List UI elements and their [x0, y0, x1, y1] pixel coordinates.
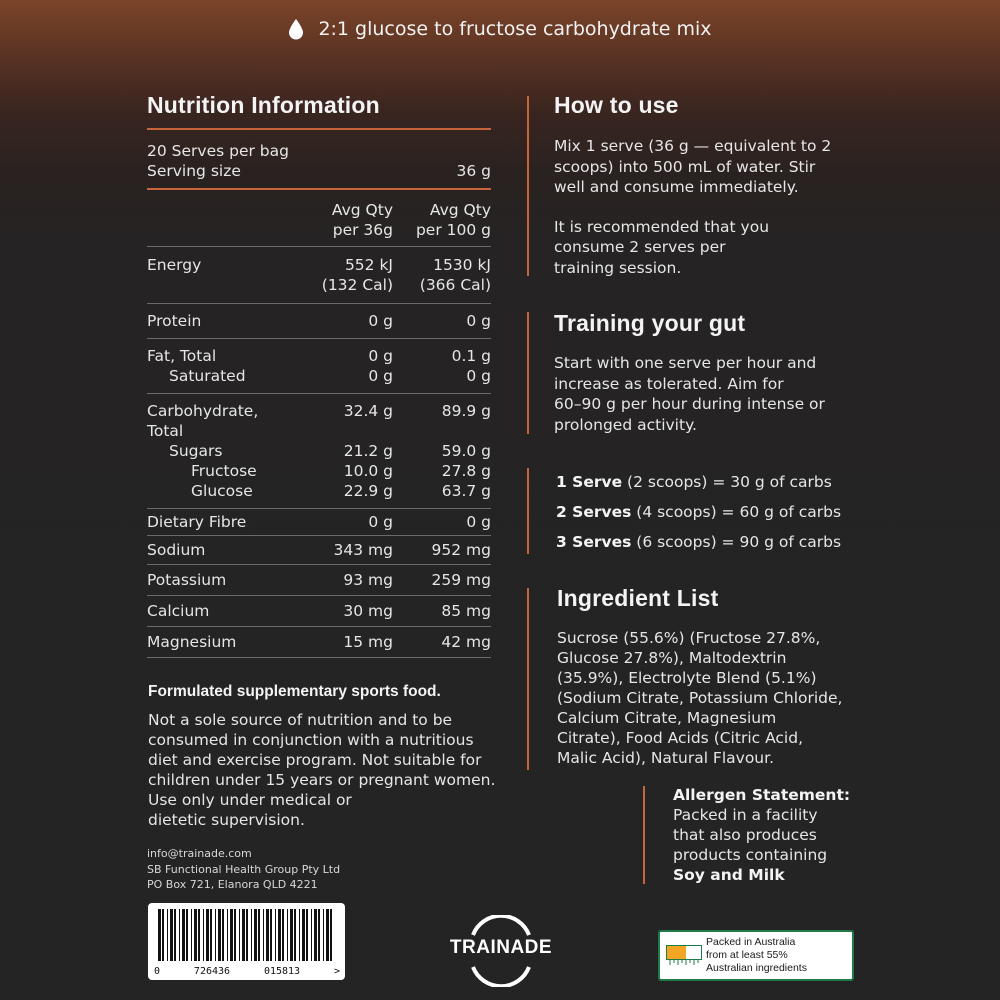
top-tagline — [0, 14, 1000, 44]
nutrient-value-per-100g: 42 mg — [441, 633, 491, 651]
barcode-bar — [318, 909, 320, 961]
nutrient-label: Sugars — [169, 442, 223, 460]
nutrient-label — [147, 275, 293, 295]
barcode-bar — [282, 909, 284, 961]
packed-in-australia-badge — [658, 930, 854, 981]
logo-text: TRAINADE — [449, 937, 553, 958]
packed-in-australia-text: Packed in Australia from at least 55% Australian ingredients — [706, 936, 807, 974]
nutrient-label: Glucose — [191, 482, 253, 500]
nutrient-label: Sodium — [147, 541, 206, 559]
barcode-bar — [275, 909, 276, 961]
nutrient-value-per-serve: 0 g — [368, 347, 393, 365]
formulated-section — [148, 683, 528, 830]
barcode-bar — [191, 909, 192, 961]
nutrient-label: Carbohydrate, Total — [147, 402, 259, 440]
barcode-bar — [302, 909, 305, 961]
barcode-bar — [222, 909, 224, 961]
nutrient-value-per-100g: 1530 kJ — [433, 256, 491, 274]
nutrient-value-per-100g: 59.0 g — [441, 442, 491, 460]
col-header-per-serve: Avg Qty per 36g — [331, 201, 393, 239]
barcode-bar — [230, 909, 233, 961]
col-header-per-100g: Avg Qty per 100 g — [415, 201, 491, 239]
barcode-bar — [210, 909, 212, 961]
ingredients-body: Sucrose (55.6%) (Fructose 27.8%, Glucose 27.8%), Maltodextrin (35.9%), Electrolyte Blend (5.1%) (Sodium Citrate, Potassium Chloride, Calcium Citrate, Magnesium Citrate), Food Acids (Citric Acid, Malic Acid), Natural Flavour. — [557, 629, 843, 767]
water-drop-icon — [288, 18, 304, 40]
nutrient-value-per-serve: 93 mg — [343, 571, 393, 589]
company-address — [147, 846, 340, 893]
nutrient-value-per-100g: 0 g — [466, 312, 491, 330]
company-name: SB Functional Health Group Pty Ltd — [147, 862, 341, 876]
nutrient-value-per-100g: 63.7 g — [441, 482, 491, 500]
nutrition-row — [147, 512, 491, 532]
nutrient-value-per-100g: 259 mg — [431, 571, 491, 589]
australian-ingredients-bar-icon — [666, 945, 702, 967]
barcode-bar — [314, 909, 317, 961]
nutrient-value-per-100g: (366 Cal) — [419, 276, 491, 294]
barcode-bar — [174, 909, 176, 961]
barcode-bar — [270, 909, 272, 961]
nutrient-value-per-serve: 15 mg — [343, 633, 393, 651]
barcode-bar — [299, 909, 300, 961]
nutrient-value-per-serve: 10.0 g — [343, 462, 393, 480]
training-body: Start with one serve per hour and increase as tolerated. Aim for 60–90 g per hour during intense or prolonged activity. — [554, 354, 825, 434]
barcode-bar — [158, 909, 161, 961]
nutrition-row — [147, 461, 491, 481]
barcode-bar — [206, 909, 209, 961]
nutrition-group — [147, 304, 491, 338]
serve-item-3: 3 Serves (6 scoops) = 90 g of carbs — [556, 533, 842, 551]
allergen-section: Allergen Statement: Packed in a facility that also produces products containing Soy and Milk — [673, 785, 873, 885]
nutrient-label: Fructose — [191, 462, 257, 480]
divider-how-to-use — [527, 96, 529, 276]
nutrition-group — [147, 627, 491, 657]
serves-per-bag: 20 Serves per bag — [147, 142, 289, 160]
barcode-bar — [167, 909, 168, 961]
nutrition-row — [147, 481, 491, 501]
nutrition-group — [147, 536, 491, 564]
nutrition-row — [147, 275, 491, 295]
how-to-use-para1: Mix 1 serve (36 g — equivalent to 2 scoops) into 500 mL of water. Stir well and consume immediately. — [554, 137, 832, 196]
nutrient-label: Fat, Total — [147, 347, 217, 365]
nutrient-value-per-100g: 89.9 g — [441, 402, 491, 420]
how-to-use-para2: It is recommended that you consume 2 serves per training session. — [554, 217, 770, 277]
nutrition-row — [147, 601, 491, 621]
trainade-logo — [430, 915, 572, 987]
barcode-bar — [330, 909, 332, 961]
nutrient-label: Energy — [147, 256, 202, 274]
barcode-digits: 0 726436 015813 > — [154, 966, 340, 977]
nutrient-value-per-100g: 0 g — [466, 513, 491, 531]
nutrient-value-per-serve: (132 Cal) — [321, 276, 393, 294]
contact-email: info@trainade.com — [147, 847, 252, 860]
barcode-bar — [278, 909, 281, 961]
barcode-bar — [218, 909, 221, 961]
nutrient-value-per-serve: 22.9 g — [343, 482, 393, 500]
divider-training — [527, 312, 529, 434]
barcode-bar — [227, 909, 228, 961]
divider-ingredients — [527, 588, 529, 770]
nutrient-label: Protein — [147, 312, 202, 330]
nutrition-row — [147, 632, 491, 652]
nutrition-row — [147, 441, 491, 461]
nutrient-value-per-serve: 30 mg — [343, 602, 393, 620]
nutrition-row — [147, 311, 491, 331]
formulated-body: Not a sole source of nutrition and to be consumed in conjunction with a nutritious diet and exercise program. Not suitable for children under 15 years or pregnant women. Use only under medical or dietetic supervision. — [148, 711, 496, 829]
barcode-bar — [266, 909, 269, 961]
nutrition-title-rule — [147, 128, 491, 130]
nutrition-table — [147, 246, 491, 658]
barcode-bar — [198, 909, 200, 961]
nutrient-label: Calcium — [147, 602, 210, 620]
allergen-soy-milk: Soy and Milk — [673, 866, 785, 884]
training-title: Training your gut — [554, 310, 746, 336]
divider-serves — [527, 468, 529, 554]
nutrition-row — [147, 255, 491, 275]
nutrient-label: Saturated — [169, 367, 246, 385]
nutrient-value-per-100g: 0.1 g — [451, 347, 491, 365]
nutrition-title: Nutrition Information — [147, 92, 380, 118]
serving-size-value: 36 g — [456, 162, 491, 180]
column-headers — [147, 200, 491, 240]
nutrient-value-per-100g: 952 mg — [431, 541, 491, 559]
nutrition-row — [147, 570, 491, 590]
barcode-bar — [258, 909, 260, 961]
serving-size-row — [147, 161, 491, 181]
barcode-bar — [234, 909, 236, 961]
nutrition-group — [147, 565, 491, 595]
nutrient-value-per-serve: 343 mg — [333, 541, 393, 559]
barcode-bar — [170, 909, 173, 961]
nutrient-value-per-serve: 0 g — [368, 367, 393, 385]
nutrient-value-per-serve: 0 g — [368, 312, 393, 330]
nutrition-row — [147, 366, 491, 386]
barcode-bar — [254, 909, 257, 961]
nutrient-label: Magnesium — [147, 633, 237, 651]
nutrition-group — [147, 596, 491, 626]
barcode-bar — [326, 909, 329, 961]
serves-list — [556, 472, 886, 562]
ingredients-section — [557, 585, 887, 768]
nutrition-group — [147, 394, 491, 508]
barcode-bar — [182, 909, 185, 961]
nutrition-row — [147, 346, 491, 366]
barcode-bar — [311, 909, 312, 961]
serve-item-1: 1 Serve (2 scoops) = 30 g of carbs — [556, 473, 832, 491]
nutrient-value-per-serve: 552 kJ — [344, 256, 393, 274]
nutrient-value-per-serve: 32.4 g — [343, 402, 393, 420]
tagline-text: 2:1 glucose to fructose carbohydrate mix — [318, 18, 712, 40]
barcode-bar — [323, 909, 324, 961]
nutrition-group — [147, 509, 491, 535]
barcode-bar — [194, 909, 197, 961]
allergen-title: Allergen Statement: — [673, 786, 851, 804]
barcode-bar — [251, 909, 252, 961]
nutrient-label: Potassium — [147, 571, 227, 589]
nutrition-row — [147, 401, 491, 441]
serving-rule — [147, 188, 491, 190]
training-section — [554, 310, 884, 435]
barcode-bar — [246, 909, 248, 961]
barcode-bar — [290, 909, 293, 961]
barcode-bar — [179, 909, 180, 961]
barcode-bars — [154, 909, 340, 961]
barcode-bar — [239, 909, 240, 961]
barcode-bar — [162, 909, 164, 961]
nutrient-value-per-serve: 21.2 g — [343, 442, 393, 460]
how-to-use-section — [554, 92, 884, 278]
nutrient-value-per-100g: 27.8 g — [441, 462, 491, 480]
barcode-bar — [306, 909, 308, 961]
barcode-bar — [242, 909, 245, 961]
ingredients-title: Ingredient List — [557, 585, 719, 611]
serve-item-2: 2 Serves (4 scoops) = 60 g of carbs — [556, 503, 842, 521]
barcode-bar — [215, 909, 216, 961]
how-to-use-title: How to use — [554, 92, 679, 118]
barcode-bar — [294, 909, 296, 961]
nutrition-group — [147, 247, 491, 303]
barcode-bar — [186, 909, 188, 961]
serving-size-label: Serving size — [147, 162, 241, 180]
nutrient-label: Dietary Fibre — [147, 513, 247, 531]
nutrition-row-divider — [147, 657, 491, 658]
nutrition-group — [147, 339, 491, 393]
barcode-bar — [263, 909, 264, 961]
nutrient-value-per-serve: 0 g — [368, 513, 393, 531]
barcode — [148, 903, 345, 980]
divider-allergen — [643, 786, 645, 884]
postal-address: PO Box 721, Elanora QLD 4221 — [147, 878, 318, 891]
barcode-bar — [203, 909, 204, 961]
barcode-bar — [287, 909, 288, 961]
nutrition-panel — [147, 92, 491, 658]
nutrition-row — [147, 540, 491, 560]
nutrient-value-per-100g: 0 g — [466, 367, 491, 385]
nutrient-value-per-100g: 85 mg — [441, 602, 491, 620]
formulated-title: Formulated supplementary sports food. — [148, 683, 441, 700]
